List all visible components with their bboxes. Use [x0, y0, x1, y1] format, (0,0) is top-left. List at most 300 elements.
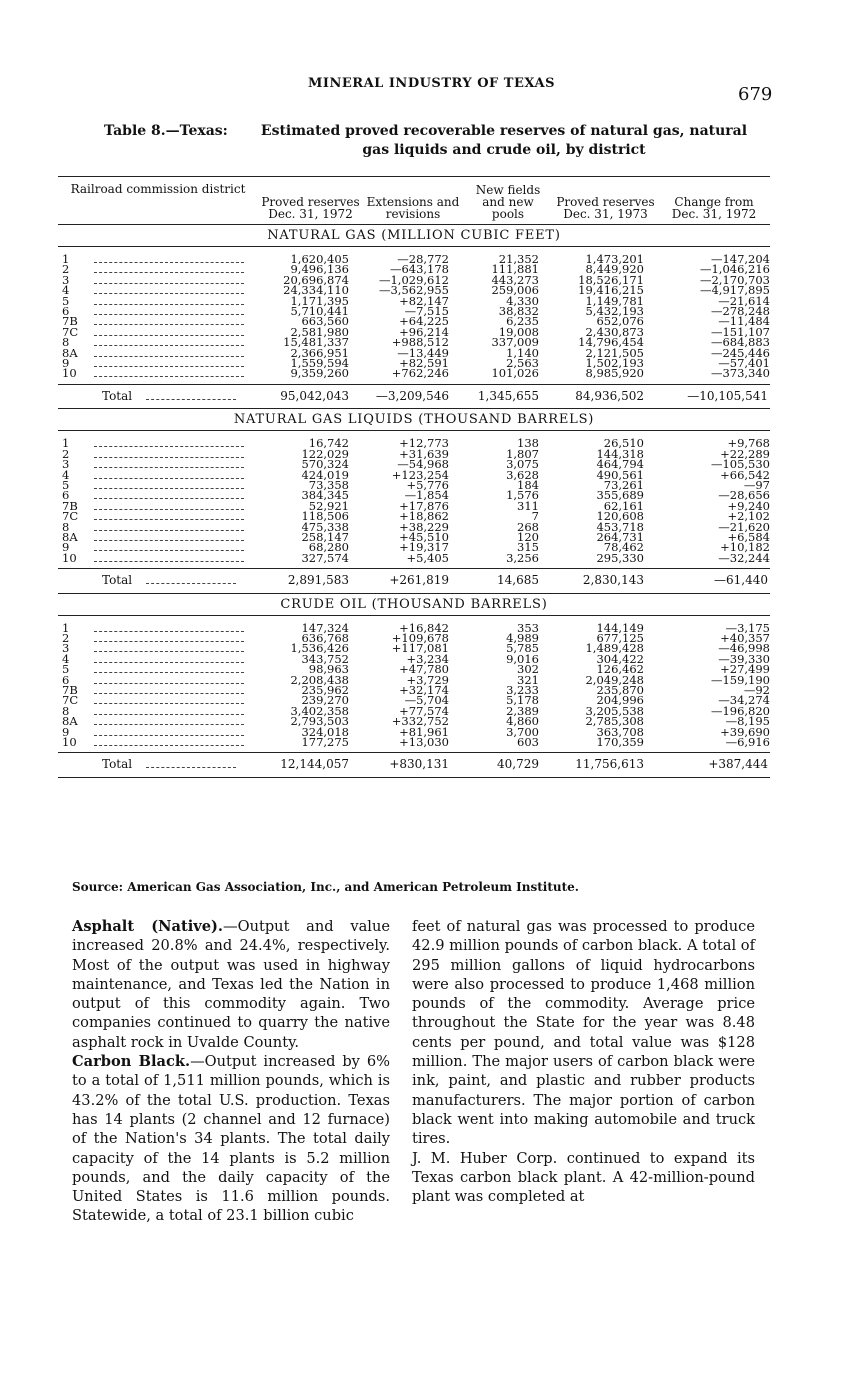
table-source-note: Source: American Gas Association, Inc., and American Petroleum Institute. [72, 880, 579, 894]
district-cell [58, 324, 258, 339]
district-cell [58, 685, 258, 695]
text-column-left [72, 917, 390, 1226]
section-title: NATURAL GAS LIQUIDS (THOUSAND BARRELS) [58, 409, 770, 431]
district-cell [58, 651, 258, 666]
district-label: 6 [62, 488, 70, 503]
value-cell: +64,225 [399, 314, 449, 329]
value-cell: 1,149,781 [585, 293, 644, 308]
table-body [58, 225, 770, 778]
value-cell: 1,140 [506, 345, 539, 360]
column-header: Proved reserves Dec. 31, 1973 [553, 177, 658, 225]
text-column-right [412, 917, 755, 1206]
value-cell: +5,405 [406, 550, 449, 565]
value-cell: —57,401 [718, 356, 770, 371]
district-label: 6 [62, 304, 70, 319]
value-cell: 19,416,215 [578, 283, 644, 298]
value-cell: —28,656 [718, 488, 770, 503]
value-cell: 2,563 [506, 356, 539, 371]
value-cell: 1,171,395 [290, 293, 349, 308]
section-title-row [58, 225, 770, 247]
district-label: 10 [62, 735, 77, 750]
value-cell: 384,345 [301, 488, 349, 503]
value-cell: 18,526,171 [578, 272, 644, 287]
value-cell: 259,006 [491, 283, 539, 298]
value-cell: 302 [517, 662, 539, 677]
leader-dots [94, 644, 244, 652]
district-cell [58, 488, 258, 503]
district-label: 9 [62, 356, 70, 371]
district-cell [58, 737, 258, 753]
total-label: Total [102, 757, 133, 772]
value-cell: 3,256 [506, 550, 539, 565]
leader-dots [94, 481, 244, 489]
value-cell: +38,229 [399, 519, 449, 534]
value-cell: 20,696,874 [283, 272, 349, 287]
value-cell: 443,273 [491, 272, 539, 287]
district-cell [58, 519, 258, 534]
value-cell: +12,773 [399, 436, 449, 451]
value-cell: —13,449 [397, 345, 449, 360]
value-cell: 24,334,110 [283, 283, 349, 298]
district-cell [58, 446, 258, 461]
value-cell: 9,359,260 [290, 366, 349, 381]
district-cell [58, 509, 258, 524]
paragraph-asphalt [72, 917, 390, 1052]
column-header: Extensions and revisions [363, 177, 463, 225]
district-label: 8A [62, 529, 78, 544]
value-cell: —159,190 [710, 672, 770, 687]
total-value-cell: —3,209,546 [363, 384, 463, 408]
district-label: 8 [62, 335, 70, 350]
value-cell: 111,881 [491, 262, 539, 277]
leader-dots [94, 307, 244, 315]
value-cell: —684,883 [710, 335, 770, 350]
table-label: Table 8.—Texas: [104, 123, 228, 139]
total-label-cell [58, 384, 258, 408]
value-cell: 295,330 [596, 550, 644, 565]
value-cell: +109,678 [391, 630, 449, 645]
value-cell: —97 [743, 477, 770, 492]
value-cell: 2,430,873 [585, 324, 644, 339]
value-cell: —34,274 [718, 693, 770, 708]
district-cell [58, 477, 258, 492]
leader-dots [94, 471, 244, 479]
leader-dots [94, 696, 244, 704]
value-cell: 3,628 [506, 467, 539, 482]
heading-asphalt: Asphalt (Native). [72, 918, 224, 935]
value-cell: 475,338 [301, 519, 349, 534]
value-cell: 3,700 [506, 724, 539, 739]
value-cell: —5,704 [404, 693, 449, 708]
leader-dots [94, 255, 244, 263]
district-cell [58, 498, 258, 513]
district-label: 7C [62, 693, 79, 708]
value-cell: —245,446 [710, 345, 770, 360]
district-cell [58, 630, 258, 645]
value-cell: 7 [531, 509, 539, 524]
value-cell: —6,916 [725, 735, 770, 750]
value-cell: 126,462 [596, 662, 644, 677]
value-cell: 1,489,428 [585, 641, 644, 656]
value-cell: 636,768 [301, 630, 349, 645]
value-cell: 1,536,426 [290, 641, 349, 656]
value-cell: +10,182 [720, 540, 770, 555]
district-cell [58, 529, 258, 544]
value-cell: 311 [517, 498, 539, 513]
total-row [58, 569, 770, 593]
value-cell: +2,102 [727, 509, 770, 524]
value-cell: 652,076 [596, 314, 644, 329]
value-cell: 14,796,454 [578, 335, 644, 350]
leader-dots [94, 512, 244, 520]
district-label: 3 [62, 457, 70, 472]
value-cell: +39,690 [720, 724, 770, 739]
value-cell: —92 [743, 683, 770, 697]
column-header: New fields and new pools [463, 177, 553, 225]
district-cell [58, 262, 258, 277]
total-value-cell: —61,440 [658, 569, 770, 593]
paragraph-huber: J. M. Huber Corp. continued to expand its Texas carbon black plant. A 42-million-pound plant was completed at [412, 1149, 755, 1206]
section-title-row [58, 593, 770, 615]
value-cell: 268 [517, 519, 539, 534]
district-cell [58, 672, 258, 687]
value-cell: 4,330 [506, 293, 539, 308]
value-cell: —2,170,703 [699, 272, 770, 287]
table-header-row [58, 177, 770, 225]
value-cell: 327,574 [301, 550, 349, 565]
value-cell: —373,340 [710, 366, 770, 381]
value-cell: 2,389 [506, 703, 539, 718]
leader-dots [94, 665, 244, 673]
table-row [58, 737, 770, 753]
value-cell: —147,204 [710, 252, 770, 266]
value-cell: 73,358 [308, 477, 349, 492]
district-cell [58, 293, 258, 308]
leader-dots [94, 349, 244, 357]
leader-dots [94, 502, 244, 510]
value-cell: +31,639 [399, 446, 449, 461]
value-cell: +117,081 [391, 641, 449, 656]
section-title: CRUDE OIL (THOUSAND BARRELS) [58, 593, 770, 615]
leader-dots [94, 728, 244, 736]
value-cell: —1,046,216 [699, 262, 770, 277]
district-label: 5 [62, 293, 70, 308]
value-cell: 144,318 [596, 446, 644, 461]
total-label-cell [58, 753, 258, 777]
value-cell: 5,432,193 [585, 304, 644, 319]
value-cell: +332,752 [391, 714, 449, 729]
value-cell: —28,772 [397, 252, 449, 266]
paragraph-carbon-black-cont: feet of natural gas was processed to produce 42.9 million pounds of carbon black. A total of 295 million gallons of liquid hydrocarbons were also processed to produce 1,468 million pounds of the commodity. Average price throughout the State for the year was 8.48 cents per pound, and total value was $128 million. The major users of carbon black were ink, paint, and plastic and rubber products manufacturers. The major portion of carbon black went into making automobile and truck tires. [412, 918, 755, 1148]
district-label: 1 [62, 620, 70, 635]
value-cell: —105,530 [710, 457, 770, 472]
district-cell [58, 724, 258, 739]
district-label: 2 [62, 262, 70, 277]
district-cell [58, 641, 258, 656]
value-cell: —46,998 [718, 641, 770, 656]
value-cell: +32,174 [399, 683, 449, 697]
leader-dots [94, 297, 244, 305]
value-cell: 170,359 [596, 735, 644, 750]
district-cell [58, 550, 258, 569]
value-cell: 1,576 [506, 488, 539, 503]
leader-dots [94, 543, 244, 551]
value-cell: 1,620,405 [290, 252, 349, 266]
district-label: 10 [62, 366, 77, 381]
value-cell: 453,718 [596, 519, 644, 534]
value-cell: 3,233 [506, 683, 539, 697]
district-cell [58, 314, 258, 329]
district-label: 9 [62, 540, 70, 555]
value-cell: 144,149 [596, 620, 644, 635]
value-cell: +40,357 [720, 630, 770, 645]
district-cell [58, 345, 258, 360]
leader-dots [94, 276, 244, 284]
value-cell: —278,248 [710, 304, 770, 319]
value-cell: —11,484 [718, 314, 770, 329]
leader-dots [94, 359, 244, 367]
running-head: MINERAL INDUSTRY OF TEXAS [308, 76, 555, 91]
value-cell: 5,710,441 [290, 304, 349, 319]
value-cell: +22,289 [720, 446, 770, 461]
value-cell: +47,780 [399, 662, 449, 677]
district-cell [58, 368, 258, 384]
value-cell: 321 [517, 672, 539, 687]
value-cell: 677,125 [596, 630, 644, 645]
district-label: 6 [62, 672, 70, 687]
district-cell [58, 693, 258, 708]
leader-dots [94, 460, 244, 468]
value-cell: 120,608 [596, 509, 644, 524]
district-label: 7B [62, 683, 78, 697]
leader-dots [146, 392, 236, 400]
value-cell: 663,560 [301, 314, 349, 329]
district-cell [58, 431, 258, 449]
value-cell: +3,729 [406, 672, 449, 687]
value-cell: +762,246 [391, 366, 449, 381]
total-value-cell: 11,756,613 [553, 753, 658, 777]
total-value-cell: 2,830,143 [553, 569, 658, 593]
district-label: 5 [62, 477, 70, 492]
value-cell: +16,842 [399, 620, 449, 635]
value-cell: 1,807 [506, 446, 539, 461]
district-label: 8A [62, 714, 78, 729]
value-cell: +5,776 [406, 477, 449, 492]
district-cell [58, 662, 258, 677]
total-value-cell: +261,819 [363, 569, 463, 593]
district-label: 8 [62, 519, 70, 534]
district-label: 10 [62, 550, 77, 565]
leader-dots [94, 439, 244, 447]
value-cell: 204,996 [596, 693, 644, 708]
district-label: 4 [62, 467, 70, 482]
total-label-cell [58, 569, 258, 593]
value-cell: 315 [517, 540, 539, 555]
leader-dots [94, 369, 244, 377]
total-value-cell: 95,042,043 [258, 384, 363, 408]
value-cell: 78,462 [603, 540, 644, 555]
value-cell: 464,794 [596, 457, 644, 472]
value-cell: 2,049,248 [585, 672, 644, 687]
leader-dots [94, 554, 244, 562]
value-cell: 122,029 [301, 446, 349, 461]
value-cell: 490,561 [596, 467, 644, 482]
value-cell: 68,280 [308, 540, 349, 555]
value-cell: 101,026 [491, 366, 539, 381]
district-label: 3 [62, 272, 70, 287]
district-label: 7C [62, 324, 79, 339]
value-cell: +96,214 [399, 324, 449, 339]
value-cell: 62,161 [603, 498, 644, 513]
total-value-cell: 2,891,583 [258, 569, 363, 593]
column-header: Proved reserves Dec. 31, 1972 [258, 177, 363, 225]
value-cell: 570,324 [301, 457, 349, 472]
leader-dots [94, 317, 244, 325]
value-cell: 21,352 [498, 252, 539, 266]
value-cell: 304,422 [596, 651, 644, 666]
column-header: Change from Dec. 31, 1972 [658, 177, 770, 225]
value-cell: 235,870 [596, 683, 644, 697]
value-cell: +45,510 [399, 529, 449, 544]
value-cell: 353 [517, 620, 539, 635]
value-cell: 4,860 [506, 714, 539, 729]
total-value-cell: +830,131 [363, 753, 463, 777]
value-cell: 2,581,980 [290, 324, 349, 339]
value-cell: +13,030 [399, 735, 449, 750]
value-cell: 6,235 [506, 314, 539, 329]
value-cell: 98,963 [308, 662, 349, 677]
table-caption: Estimated proved recoverable reserves of natural gas, natural gas liquids and crude oil, by district [260, 123, 748, 158]
leader-dots [94, 676, 244, 684]
value-cell: +988,512 [391, 335, 449, 350]
leader-dots [146, 576, 236, 584]
value-cell: 235,962 [301, 683, 349, 697]
district-label: 7B [62, 498, 78, 513]
value-cell: —54,968 [397, 457, 449, 472]
value-cell: +6,584 [727, 529, 770, 544]
district-cell [58, 467, 258, 482]
section-title: NATURAL GAS (MILLION CUBIC FEET) [58, 225, 770, 247]
leader-dots [94, 686, 244, 694]
paragraph-carbon-black [72, 1052, 390, 1226]
leader-dots [94, 624, 244, 632]
district-label: 3 [62, 641, 70, 656]
leader-dots [94, 265, 244, 273]
body-carbon-black: —Output increased by 6% to a total of 1,511 million pounds, which is 43.2% of the total U.S. production. Texas has 14 plants (2 channel and 12 furnace) of the Nation's 34 plants. The total daily capacity of the 14 plants is 5.2 million pounds, and the daily capacity of the United States is 11.6 million pounds. Statewide, a total of 23.1 billion cubic [72, 1053, 390, 1225]
value-cell: 3,205,538 [585, 703, 644, 718]
total-label: Total [102, 388, 133, 403]
value-cell: 138 [517, 436, 539, 451]
leader-dots [94, 328, 244, 336]
value-cell: 52,921 [308, 498, 349, 513]
total-value-cell: 1,345,655 [463, 384, 553, 408]
value-cell: 2,366,951 [290, 345, 349, 360]
district-cell [58, 304, 258, 319]
value-cell: 2,208,438 [290, 672, 349, 687]
total-row [58, 753, 770, 777]
district-cell [58, 247, 258, 265]
leader-dots [94, 286, 244, 294]
district-cell [58, 283, 258, 298]
value-cell: +17,876 [399, 498, 449, 513]
value-cell: +9,240 [727, 498, 770, 513]
value-cell: 2,785,308 [585, 714, 644, 729]
district-cell [58, 703, 258, 718]
total-value-cell: +387,444 [658, 753, 770, 777]
value-cell: 355,689 [596, 488, 644, 503]
value-cell: 19,008 [498, 324, 539, 339]
page-number: 679 [738, 84, 773, 105]
district-label: 4 [62, 283, 70, 298]
body-asphalt: —Output and value increased 20.8% and 24.4%, respectively. Most of the output was used in highway maintenance, and Texas led the Nation in output of this commodity again. Two companies continued to quarry the native asphalt rock in Uvalde County. [72, 918, 390, 1051]
total-label: Total [102, 573, 133, 588]
value-cell: 5,785 [506, 641, 539, 656]
total-value-cell: 40,729 [463, 753, 553, 777]
leader-dots [94, 655, 244, 663]
value-cell: 26,510 [603, 436, 644, 451]
value-cell: 3,402,358 [290, 703, 349, 718]
value-cell: 239,270 [301, 693, 349, 708]
reserves-table [58, 176, 770, 778]
value-cell: 15,481,337 [283, 335, 349, 350]
leader-dots [94, 523, 244, 531]
value-cell: —4,917,895 [699, 283, 770, 298]
value-cell: 184 [517, 477, 539, 492]
leader-dots [94, 738, 244, 746]
table-row [58, 553, 770, 569]
district-label: 7C [62, 509, 79, 524]
value-cell: +81,961 [399, 724, 449, 739]
value-cell: 118,506 [301, 509, 349, 524]
district-cell [58, 356, 258, 371]
total-value-cell: 12,144,057 [258, 753, 363, 777]
leader-dots [94, 338, 244, 346]
leader-dots [94, 533, 244, 541]
leader-dots [94, 634, 244, 642]
value-cell: 5,178 [506, 693, 539, 708]
value-cell: 177,275 [301, 735, 349, 750]
value-cell: +19,317 [399, 540, 449, 555]
district-cell [58, 457, 258, 472]
value-cell: +66,542 [720, 467, 770, 482]
district-label: 2 [62, 446, 70, 461]
district-label: 7B [62, 314, 78, 329]
value-cell: —21,620 [718, 519, 770, 534]
district-label: 2 [62, 630, 70, 645]
total-value-cell: —10,105,541 [658, 384, 770, 408]
district-cell [58, 335, 258, 350]
value-cell: 3,075 [506, 457, 539, 472]
value-cell: 9,496,136 [290, 262, 349, 277]
value-cell: +9,768 [727, 436, 770, 451]
district-cell [58, 714, 258, 729]
value-cell: —643,178 [389, 262, 449, 277]
value-cell: +27,499 [720, 662, 770, 677]
total-value-cell: 84,936,502 [553, 384, 658, 408]
district-cell [58, 272, 258, 287]
value-cell: —21,614 [718, 293, 770, 308]
value-cell: +3,234 [406, 651, 449, 666]
district-label: 5 [62, 662, 70, 677]
value-cell: +82,591 [399, 356, 449, 371]
value-cell: —39,330 [718, 651, 770, 666]
leader-dots [94, 717, 244, 725]
leader-dots [146, 760, 236, 768]
value-cell: —8,195 [725, 714, 770, 729]
value-cell: 424,019 [301, 467, 349, 482]
value-cell: —3,562,955 [378, 283, 449, 298]
value-cell: 2,121,505 [585, 345, 644, 360]
